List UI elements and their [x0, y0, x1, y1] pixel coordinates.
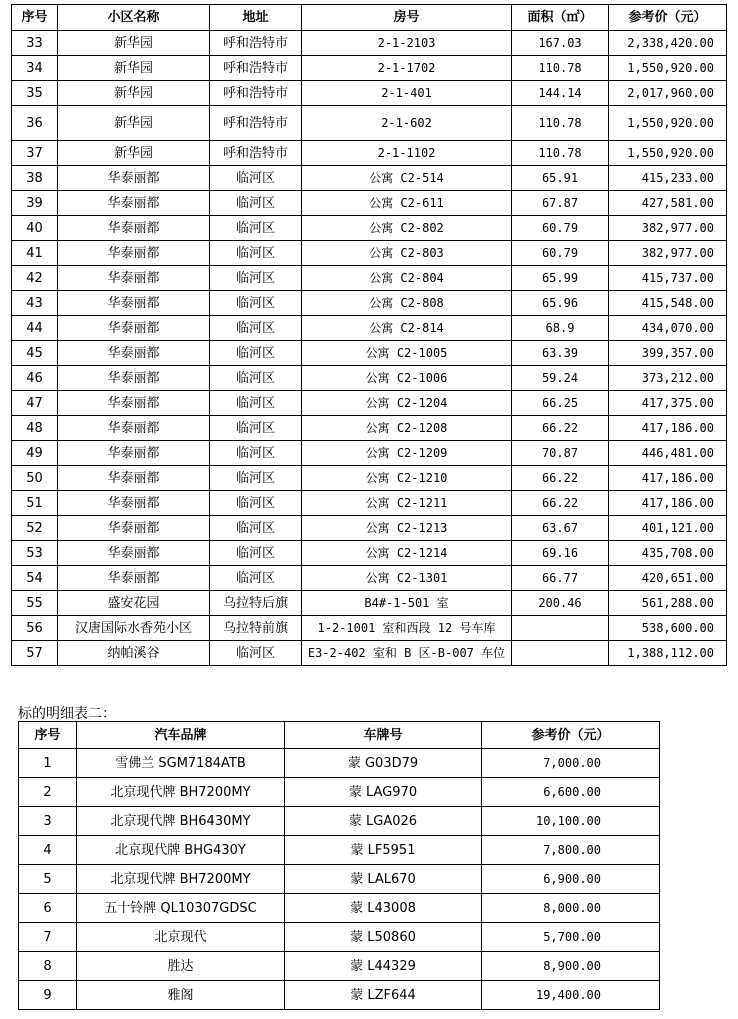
cell-area: 69.16	[512, 541, 609, 566]
cell-community: 华泰丽都	[58, 416, 210, 441]
table-row	[19, 778, 660, 807]
col-header-address: 地址	[210, 5, 302, 31]
property-table-body	[12, 31, 727, 666]
table-row	[12, 266, 727, 291]
cell-index: 43	[12, 291, 58, 316]
cell-price: 538,600.00	[609, 616, 727, 641]
table-row	[19, 807, 660, 836]
cell-brand: 雪佛兰 SGM7184ATB	[77, 749, 285, 778]
cell-price: 5,700.00	[482, 923, 660, 952]
cell-area: 70.87	[512, 441, 609, 466]
cell-plate: 蒙 L43008	[285, 894, 482, 923]
cell-community: 华泰丽都	[58, 316, 210, 341]
table-row	[12, 591, 727, 616]
cell-community: 华泰丽都	[58, 266, 210, 291]
col-header-index: 序号	[12, 5, 58, 31]
cell-index: 41	[12, 241, 58, 266]
cell-index: 46	[12, 366, 58, 391]
cell-address: 临河区	[210, 291, 302, 316]
cell-index: 33	[12, 31, 58, 56]
cell-brand: 五十铃牌 QL10307GDSC	[77, 894, 285, 923]
cell-brand: 北京现代牌 BH6430MY	[77, 807, 285, 836]
col-header-index: 序号	[19, 722, 77, 749]
table-row	[12, 491, 727, 516]
col-header-unit: 房号	[302, 5, 512, 31]
cell-address: 临河区	[210, 316, 302, 341]
cell-price: 8,000.00	[482, 894, 660, 923]
cell-area: 66.25	[512, 391, 609, 416]
cell-area: 167.03	[512, 31, 609, 56]
cell-community: 华泰丽都	[58, 441, 210, 466]
cell-community: 新华园	[58, 81, 210, 106]
cell-address: 临河区	[210, 366, 302, 391]
table-row	[12, 416, 727, 441]
cell-brand: 北京现代牌 BH7200MY	[77, 865, 285, 894]
cell-address: 临河区	[210, 266, 302, 291]
cell-price: 435,708.00	[609, 541, 727, 566]
cell-price: 446,481.00	[609, 441, 727, 466]
cell-price: 415,233.00	[609, 166, 727, 191]
cell-price: 399,357.00	[609, 341, 727, 366]
cell-index: 3	[19, 807, 77, 836]
cell-unit: 公寓 C2-1214	[302, 541, 512, 566]
cell-unit: 公寓 C2-802	[302, 216, 512, 241]
cell-address: 临河区	[210, 541, 302, 566]
cell-address: 呼和浩特市	[210, 141, 302, 166]
cell-unit: 公寓 C2-1005	[302, 341, 512, 366]
cell-price: 2,338,420.00	[609, 31, 727, 56]
table-row	[12, 391, 727, 416]
cell-unit: 公寓 C2-1210	[302, 466, 512, 491]
cell-index: 51	[12, 491, 58, 516]
cell-address: 乌拉特后旗	[210, 591, 302, 616]
cell-community: 华泰丽都	[58, 291, 210, 316]
table-row	[12, 541, 727, 566]
cell-unit: 公寓 C2-1204	[302, 391, 512, 416]
table-row	[12, 216, 727, 241]
cell-area: 66.77	[512, 566, 609, 591]
cell-price: 2,017,960.00	[609, 81, 727, 106]
cell-index: 9	[19, 981, 77, 1010]
cell-plate: 蒙 L50860	[285, 923, 482, 952]
table-row	[12, 316, 727, 341]
cell-address: 临河区	[210, 641, 302, 666]
table-row	[12, 366, 727, 391]
cell-unit: 公寓 C2-1211	[302, 491, 512, 516]
cell-area: 200.46	[512, 591, 609, 616]
cell-price: 561,288.00	[609, 591, 727, 616]
table-row	[19, 865, 660, 894]
cell-area: 68.9	[512, 316, 609, 341]
cell-community: 纳帕溪谷	[58, 641, 210, 666]
cell-unit: 公寓 C2-1213	[302, 516, 512, 541]
table-row	[12, 441, 727, 466]
cell-index: 48	[12, 416, 58, 441]
cell-area: 110.78	[512, 141, 609, 166]
cell-community: 华泰丽都	[58, 166, 210, 191]
cell-community: 华泰丽都	[58, 466, 210, 491]
cell-area: 65.99	[512, 266, 609, 291]
col-header-community: 小区名称	[58, 5, 210, 31]
cell-area: 144.14	[512, 81, 609, 106]
cell-area: 66.22	[512, 416, 609, 441]
cell-brand: 北京现代牌 BH7200MY	[77, 778, 285, 807]
table-row	[12, 566, 727, 591]
cell-index: 49	[12, 441, 58, 466]
cell-price: 6,900.00	[482, 865, 660, 894]
cell-price: 10,100.00	[482, 807, 660, 836]
col-header-brand: 汽车品牌	[77, 722, 285, 749]
cell-plate: 蒙 L44329	[285, 952, 482, 981]
cell-price: 417,186.00	[609, 491, 727, 516]
cell-price: 427,581.00	[609, 191, 727, 216]
cell-area: 66.22	[512, 466, 609, 491]
cell-index: 50	[12, 466, 58, 491]
table-row	[12, 81, 727, 106]
cell-unit: 公寓 C2-803	[302, 241, 512, 266]
cell-index: 47	[12, 391, 58, 416]
cell-index: 54	[12, 566, 58, 591]
cell-unit: 公寓 C2-1006	[302, 366, 512, 391]
cell-brand: 北京现代牌 BHG430Y	[77, 836, 285, 865]
cell-index: 53	[12, 541, 58, 566]
cell-community: 华泰丽都	[58, 516, 210, 541]
cell-area: 60.79	[512, 241, 609, 266]
cell-index: 5	[19, 865, 77, 894]
table-row	[19, 952, 660, 981]
cell-unit: 公寓 C2-814	[302, 316, 512, 341]
cell-unit: E3-2-402 室和 B 区-B-007 车位	[302, 641, 512, 666]
cell-address: 临河区	[210, 341, 302, 366]
cell-address: 临河区	[210, 241, 302, 266]
cell-plate: 蒙 LAL670	[285, 865, 482, 894]
cell-index: 56	[12, 616, 58, 641]
cell-unit: 1-2-1001 室和西段 12 号车库	[302, 616, 512, 641]
cell-area: 60.79	[512, 216, 609, 241]
cell-unit: 公寓 C2-611	[302, 191, 512, 216]
cell-community: 华泰丽都	[58, 341, 210, 366]
cell-area: 67.87	[512, 191, 609, 216]
table-row	[19, 981, 660, 1010]
cell-community: 盛安花园	[58, 591, 210, 616]
cell-community: 华泰丽都	[58, 391, 210, 416]
cell-plate: 蒙 LF5951	[285, 836, 482, 865]
table-row	[19, 894, 660, 923]
vehicle-table	[18, 721, 660, 1010]
col-header-price: 参考价（元）	[482, 722, 660, 749]
cell-address: 乌拉特前旗	[210, 616, 302, 641]
cell-price: 1,550,920.00	[609, 141, 727, 166]
cell-price: 417,375.00	[609, 391, 727, 416]
cell-price: 1,388,112.00	[609, 641, 727, 666]
cell-plate: 蒙 LZF644	[285, 981, 482, 1010]
cell-address: 临河区	[210, 191, 302, 216]
cell-price: 7,000.00	[482, 749, 660, 778]
cell-address: 呼和浩特市	[210, 56, 302, 81]
cell-address: 呼和浩特市	[210, 81, 302, 106]
table-header-row	[12, 5, 727, 31]
cell-address: 临河区	[210, 166, 302, 191]
table2-caption: 标的明细表二：	[18, 706, 116, 722]
cell-area: 65.96	[512, 291, 609, 316]
table-header-row	[19, 722, 660, 749]
cell-index: 42	[12, 266, 58, 291]
cell-unit: B4#-1-501 室	[302, 591, 512, 616]
cell-community: 华泰丽都	[58, 216, 210, 241]
table-row	[12, 31, 727, 56]
cell-index: 45	[12, 341, 58, 366]
cell-address: 临河区	[210, 216, 302, 241]
cell-plate: 蒙 LGA026	[285, 807, 482, 836]
cell-area: 59.24	[512, 366, 609, 391]
cell-unit: 公寓 C2-1301	[302, 566, 512, 591]
table-row	[12, 616, 727, 641]
col-header-plate: 车牌号	[285, 722, 482, 749]
table-row	[12, 141, 727, 166]
col-header-area: 面积（㎡）	[512, 5, 609, 31]
cell-area: 110.78	[512, 56, 609, 81]
cell-community: 华泰丽都	[58, 541, 210, 566]
table-row	[12, 516, 727, 541]
cell-index: 55	[12, 591, 58, 616]
cell-area: 63.67	[512, 516, 609, 541]
cell-area: 66.22	[512, 491, 609, 516]
cell-address: 临河区	[210, 391, 302, 416]
cell-price: 8,900.00	[482, 952, 660, 981]
cell-unit: 公寓 C2-1209	[302, 441, 512, 466]
cell-address: 临河区	[210, 416, 302, 441]
cell-address: 临河区	[210, 516, 302, 541]
table-row	[12, 341, 727, 366]
col-header-price: 参考价（元）	[609, 5, 727, 31]
vehicle-table-body	[19, 749, 660, 1010]
cell-area: 63.39	[512, 341, 609, 366]
cell-index: 39	[12, 191, 58, 216]
cell-price: 434,070.00	[609, 316, 727, 341]
cell-index: 4	[19, 836, 77, 865]
cell-unit: 2-1-401	[302, 81, 512, 106]
property-table	[11, 4, 727, 666]
cell-index: 8	[19, 952, 77, 981]
cell-community: 华泰丽都	[58, 191, 210, 216]
cell-address: 临河区	[210, 441, 302, 466]
cell-community: 新华园	[58, 31, 210, 56]
cell-address: 呼和浩特市	[210, 31, 302, 56]
cell-community: 华泰丽都	[58, 241, 210, 266]
table-row	[12, 641, 727, 666]
table-row	[12, 241, 727, 266]
cell-community: 华泰丽都	[58, 566, 210, 591]
cell-area	[512, 641, 609, 666]
cell-price: 19,400.00	[482, 981, 660, 1010]
cell-index: 34	[12, 56, 58, 81]
cell-community: 华泰丽都	[58, 366, 210, 391]
cell-area	[512, 616, 609, 641]
cell-address: 呼和浩特市	[210, 106, 302, 141]
cell-unit: 2-1-1102	[302, 141, 512, 166]
cell-index: 37	[12, 141, 58, 166]
cell-price: 417,186.00	[609, 416, 727, 441]
cell-unit: 公寓 C2-804	[302, 266, 512, 291]
cell-price: 7,800.00	[482, 836, 660, 865]
cell-unit: 2-1-1702	[302, 56, 512, 81]
cell-index: 36	[12, 106, 58, 141]
cell-unit: 2-1-2103	[302, 31, 512, 56]
table-row	[12, 291, 727, 316]
cell-community: 新华园	[58, 56, 210, 81]
cell-address: 临河区	[210, 466, 302, 491]
cell-price: 415,737.00	[609, 266, 727, 291]
cell-price: 417,186.00	[609, 466, 727, 491]
cell-brand: 北京现代	[77, 923, 285, 952]
cell-unit: 公寓 C2-1208	[302, 416, 512, 441]
cell-price: 401,121.00	[609, 516, 727, 541]
cell-address: 临河区	[210, 566, 302, 591]
cell-community: 华泰丽都	[58, 491, 210, 516]
table-row	[12, 106, 727, 141]
cell-area: 65.91	[512, 166, 609, 191]
cell-index: 35	[12, 81, 58, 106]
cell-brand: 雅阁	[77, 981, 285, 1010]
cell-plate: 蒙 G03D79	[285, 749, 482, 778]
table-row	[12, 191, 727, 216]
table-row	[19, 923, 660, 952]
table-row	[12, 466, 727, 491]
cell-index: 1	[19, 749, 77, 778]
cell-unit: 2-1-602	[302, 106, 512, 141]
cell-index: 57	[12, 641, 58, 666]
table-row	[19, 749, 660, 778]
table-row	[19, 836, 660, 865]
cell-area: 110.78	[512, 106, 609, 141]
cell-price: 420,651.00	[609, 566, 727, 591]
cell-plate: 蒙 LAG970	[285, 778, 482, 807]
cell-price: 415,548.00	[609, 291, 727, 316]
cell-index: 40	[12, 216, 58, 241]
cell-price: 6,600.00	[482, 778, 660, 807]
cell-index: 7	[19, 923, 77, 952]
cell-index: 6	[19, 894, 77, 923]
cell-price: 382,977.00	[609, 241, 727, 266]
cell-community: 新华园	[58, 106, 210, 141]
cell-index: 52	[12, 516, 58, 541]
cell-community: 汉唐国际水香苑小区	[58, 616, 210, 641]
cell-unit: 公寓 C2-514	[302, 166, 512, 191]
table-row	[12, 56, 727, 81]
cell-price: 373,212.00	[609, 366, 727, 391]
cell-price: 1,550,920.00	[609, 106, 727, 141]
cell-brand: 胜达	[77, 952, 285, 981]
cell-price: 1,550,920.00	[609, 56, 727, 81]
cell-price: 382,977.00	[609, 216, 727, 241]
cell-community: 新华园	[58, 141, 210, 166]
table-row	[12, 166, 727, 191]
cell-index: 2	[19, 778, 77, 807]
cell-index: 44	[12, 316, 58, 341]
cell-index: 38	[12, 166, 58, 191]
cell-address: 临河区	[210, 491, 302, 516]
cell-unit: 公寓 C2-808	[302, 291, 512, 316]
